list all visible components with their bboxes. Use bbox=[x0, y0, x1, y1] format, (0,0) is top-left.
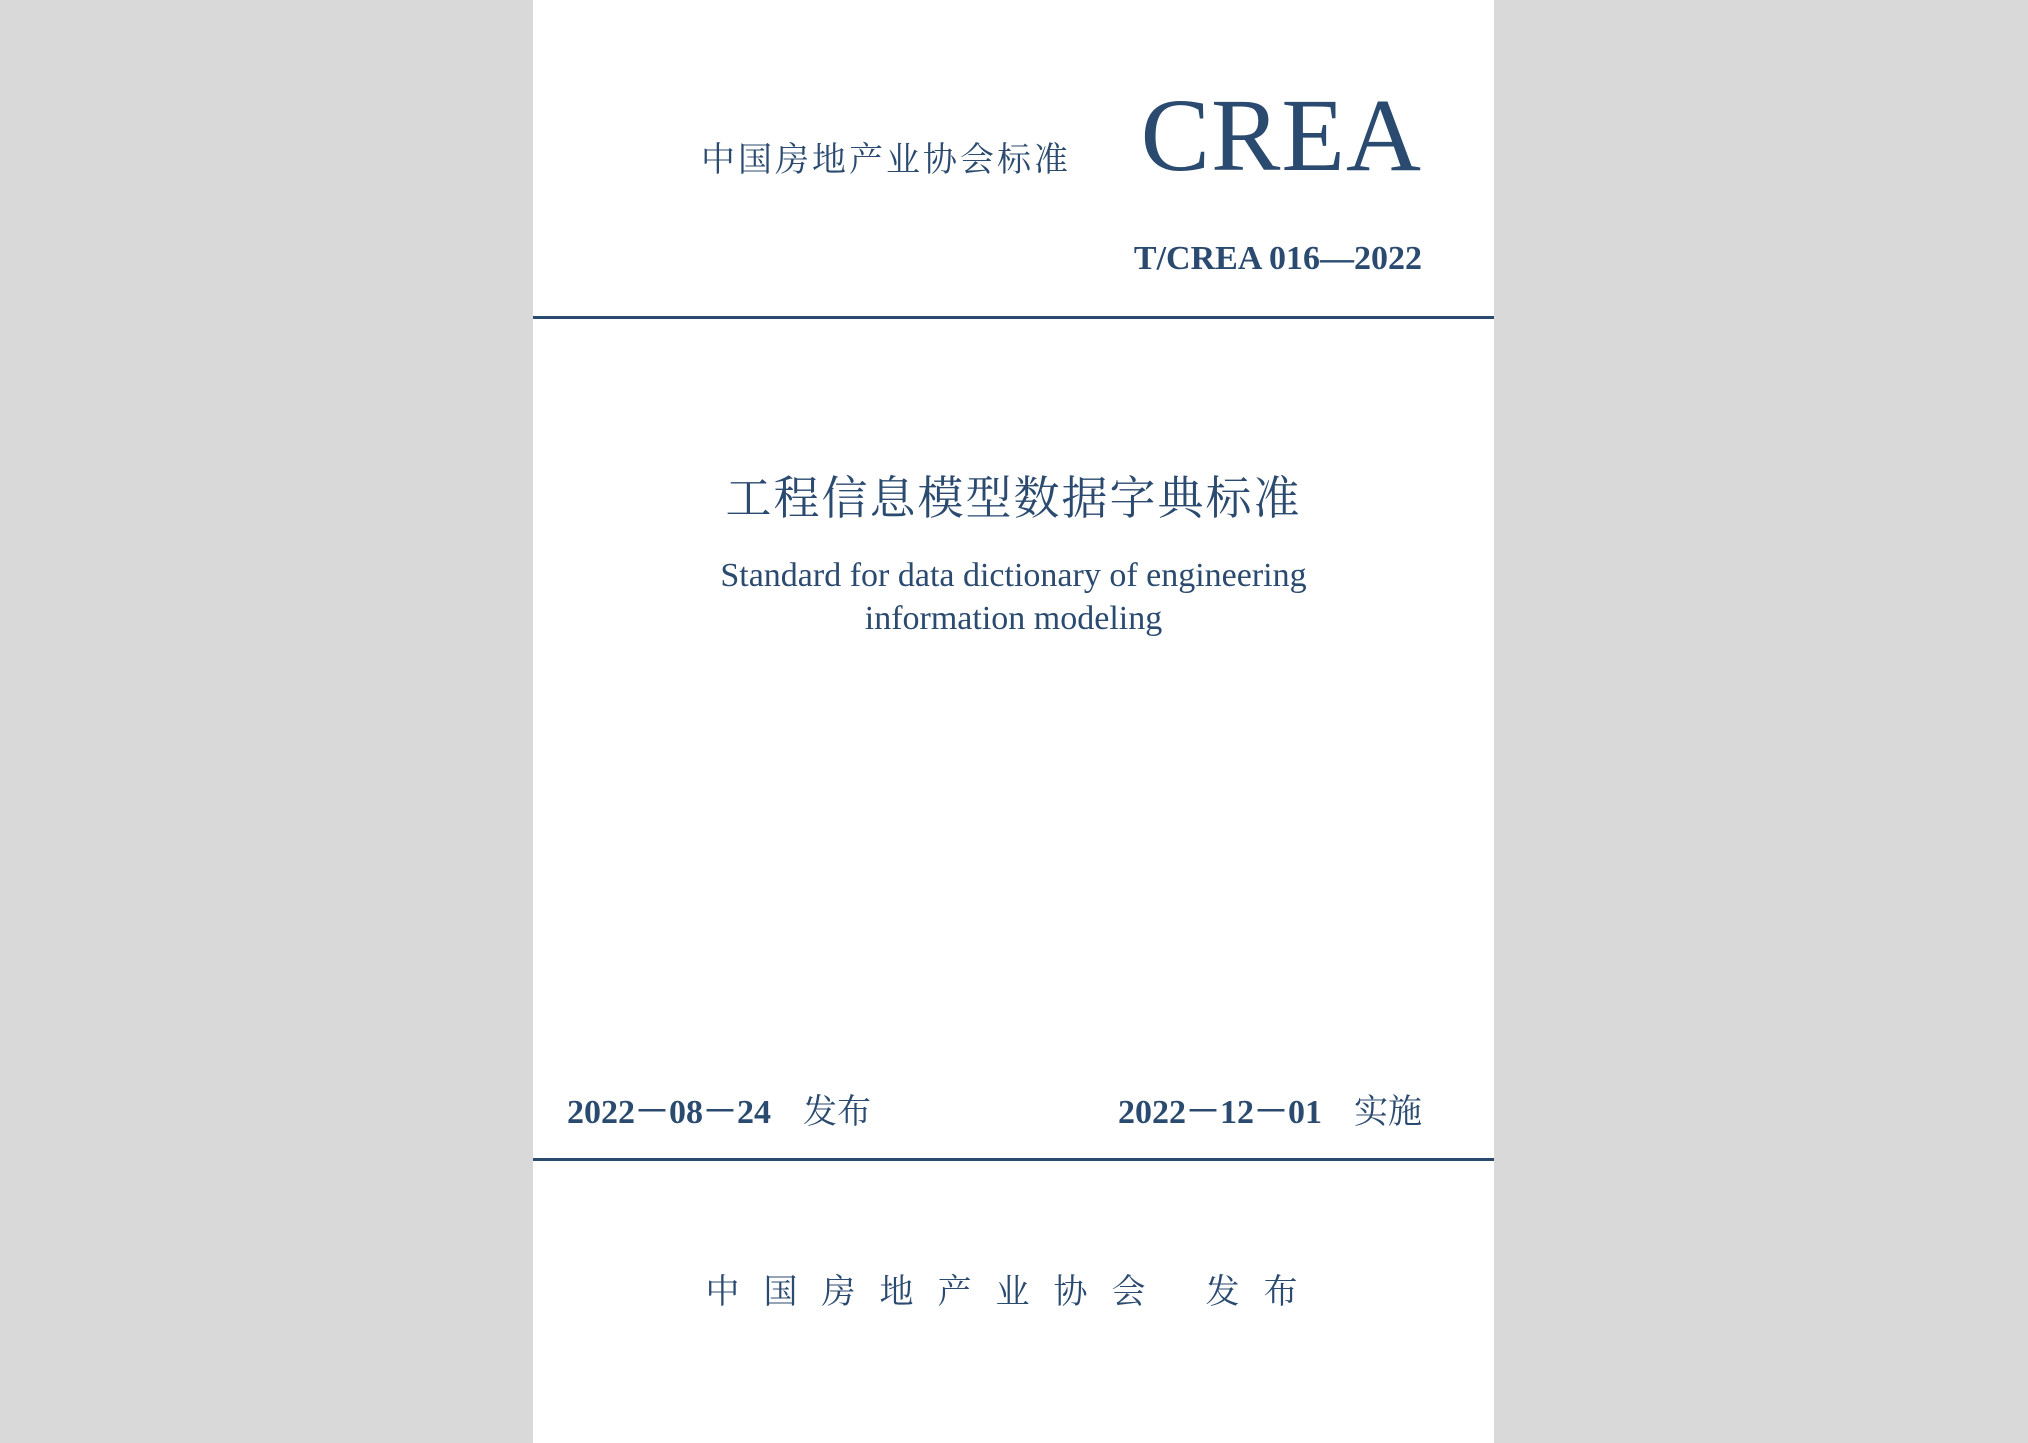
title-english-line1: Standard for data dictionary of engineering bbox=[720, 557, 1307, 594]
effective-date: 2022－12－01 bbox=[1118, 1094, 1322, 1131]
title-english bbox=[533, 554, 1494, 640]
issue-date: 2022－08－24 bbox=[567, 1094, 771, 1131]
publish-label: 发布 bbox=[1205, 1272, 1322, 1312]
bottom-divider bbox=[533, 1158, 1494, 1161]
standard-cover-page bbox=[533, 0, 1494, 1443]
crea-logo-text: CREA bbox=[1140, 78, 1422, 193]
title-chinese: 工程信息模型数据字典标准 bbox=[725, 471, 1302, 525]
publisher-name: 中国房地产业协会 bbox=[705, 1272, 1170, 1312]
issue-date-row bbox=[567, 1084, 871, 1133]
issue-label: 发布 bbox=[803, 1092, 871, 1132]
effective-label: 实施 bbox=[1354, 1092, 1422, 1132]
effective-date-row bbox=[1118, 1084, 1422, 1133]
standard-code: T/CREA 016—2022 bbox=[1133, 240, 1422, 277]
top-divider bbox=[533, 316, 1494, 319]
publisher-line bbox=[533, 1264, 1494, 1313]
org-standard-label: 中国房地产业协会标准 bbox=[701, 140, 1071, 180]
title-english-line2: information modeling bbox=[864, 600, 1163, 637]
